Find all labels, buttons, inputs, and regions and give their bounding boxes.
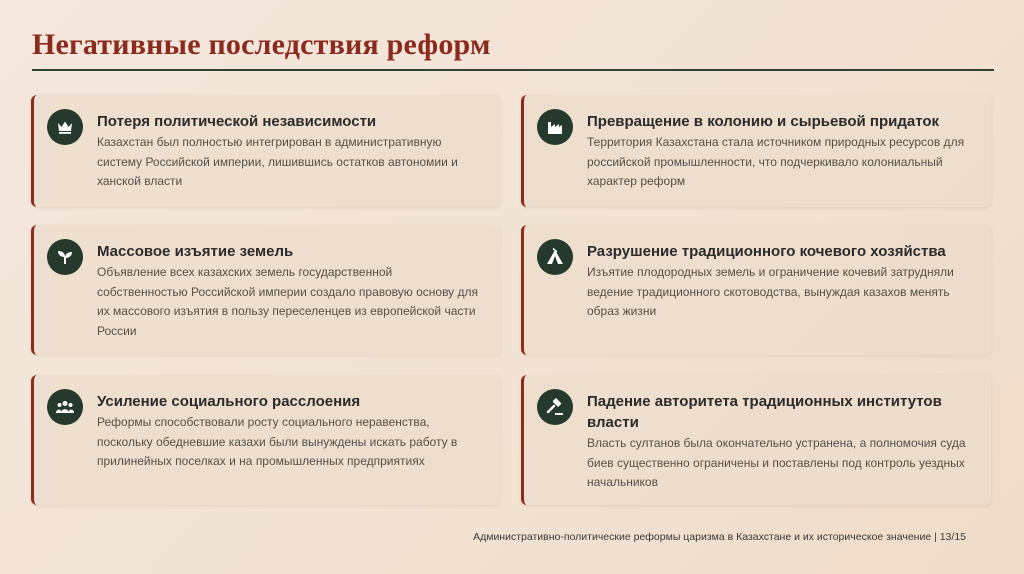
crown-icon — [47, 109, 83, 145]
card-land-seizure — [31, 225, 501, 355]
footer-caption: Административно-политические реформы царизма в Казахстане и их историческое значение | 13/15 — [473, 531, 966, 543]
card-text: Территория Казахстана стала источником природных ресурсов для российской промышленности, что подчеркивало колониальный характер реформ — [587, 135, 965, 188]
card-text: Казахстан был полностью интегрирован в административную систему Российской империи, лишившись остатков автономии и ханской власти — [97, 135, 458, 188]
card-social-stratification — [31, 375, 501, 505]
card-text: Изъятие плодородных земель и ограничение кочевий затрудняли ведение традиционного скотоводства, вынуждая казахов менять образ жизни — [587, 265, 954, 318]
card-title: Массовое изъятие земель — [97, 243, 294, 260]
card-title: Превращение в колонию и сырьевой придаток — [587, 113, 940, 130]
people-icon — [47, 389, 83, 425]
card-nomadic-economy — [521, 225, 991, 355]
card-title: Потеря политической независимости — [97, 113, 377, 130]
card-text: Власть султанов была окончательно устранена, а полномочия суда биев существенно ограничены и поставлены под контроль уездных начальников — [587, 436, 966, 489]
title-divider — [32, 69, 994, 71]
card-colony — [521, 95, 991, 207]
card-political-independence — [31, 95, 501, 207]
card-title: Разрушение традиционного кочевого хозяйства — [587, 243, 946, 260]
card-title: Усиление социального расслоения — [97, 393, 361, 410]
card-text: Объявление всех казахских земель государственной собственностью Российской империи создало правовую основу для их массового изъятия в пользу переселенцев из европейской части России — [97, 265, 479, 338]
tent-icon — [537, 239, 573, 275]
industry-icon — [537, 109, 573, 145]
card-title: Падение авторитета традиционных институтов власти — [587, 393, 942, 431]
page-title: Негативные последствия реформ — [32, 28, 491, 61]
card-text: Реформы способствовали росту социального неравенства, поскольку обедневшие казахи были вынуждены искать работу в прилинейных поселках и на промышленных предприятиях — [97, 415, 458, 468]
seedling-icon — [47, 239, 83, 275]
gavel-icon — [537, 389, 573, 425]
card-traditional-institutions — [521, 375, 991, 505]
